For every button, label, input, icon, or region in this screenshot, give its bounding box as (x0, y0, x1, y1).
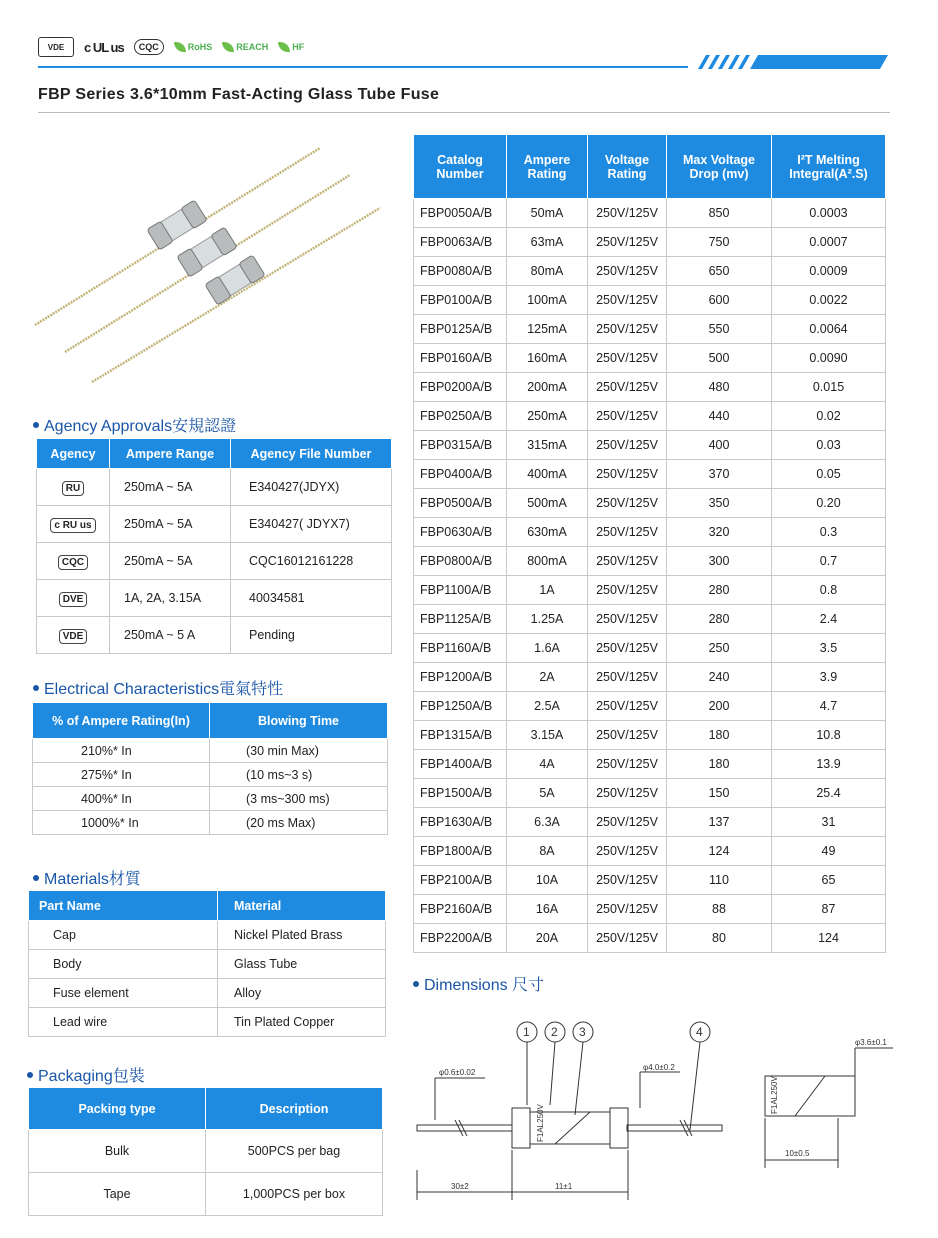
table-cell: 250V/125V (588, 692, 667, 721)
table-cell: FBP1315A/B (414, 721, 507, 750)
table-row (29, 950, 386, 979)
table-cell: 315mA (507, 431, 588, 460)
table-row (414, 344, 886, 373)
table-row (414, 866, 886, 895)
vde-icon: VDE (59, 629, 88, 644)
table-cell: Pending (231, 617, 392, 654)
table-cell: 250V/125V (588, 576, 667, 605)
table-cell: CQC16012161228 (231, 543, 392, 580)
column-header: Ampere Range (110, 439, 231, 469)
table-cell: 200mA (507, 373, 588, 402)
dimension-drawing (415, 1020, 895, 1210)
table-cell: 280 (667, 576, 772, 605)
table-cell: 137 (667, 808, 772, 837)
table-row (414, 750, 886, 779)
table-cell: 0.0064 (772, 315, 886, 344)
table-cell: 210%* In (33, 739, 210, 763)
table-row (414, 228, 886, 257)
table-cell: 240 (667, 663, 772, 692)
table-cell: 31 (772, 808, 886, 837)
table-cell: 0.0022 (772, 286, 886, 315)
table-cell: 275%* In (33, 763, 210, 787)
materials-table-body (29, 921, 386, 1037)
table-cell: 1.25A (507, 605, 588, 634)
table-row (414, 721, 886, 750)
table-cell: 800mA (507, 547, 588, 576)
table-cell: Fuse element (29, 979, 218, 1008)
table-row (414, 895, 886, 924)
table-cell: 1.6A (507, 634, 588, 663)
table-cell: 250mA ~ 5 A (110, 617, 231, 654)
table-cell: 3.15A (507, 721, 588, 750)
ul-logo: c UL us (84, 39, 124, 55)
table-row (33, 787, 388, 811)
electrical-heading: Electrical Characteristics電氣特性 (33, 676, 283, 699)
bullet-icon (33, 422, 39, 428)
table-cell: 630mA (507, 518, 588, 547)
table-cell: 0.05 (772, 460, 886, 489)
table-cell: FBP0400A/B (414, 460, 507, 489)
table-cell: 50mA (507, 199, 588, 228)
table-cell: 480 (667, 373, 772, 402)
table-cell: 88 (667, 895, 772, 924)
table-cell: 150 (667, 779, 772, 808)
column-header: Blowing Time (210, 703, 388, 739)
agency-table (36, 438, 392, 654)
table-cell: 0.0009 (772, 257, 886, 286)
header-stripe-bar (38, 55, 888, 69)
table-cell: 180 (667, 750, 772, 779)
leaf-icon (278, 42, 290, 52)
table-cell: 250V/125V (588, 199, 667, 228)
hf-logo: HF (278, 42, 304, 52)
agency-logo-cell (37, 617, 110, 654)
table-cell: Tape (29, 1173, 206, 1216)
table-cell: 0.02 (772, 402, 886, 431)
table-cell: 124 (772, 924, 886, 953)
table-cell: 180 (667, 721, 772, 750)
table-row (414, 431, 886, 460)
table-row (414, 460, 886, 489)
column-header: Material (218, 891, 386, 921)
page-title: FBP Series 3.6*10mm Fast-Acting Glass Tube Fuse (38, 86, 440, 103)
table-cell: 5A (507, 779, 588, 808)
table-cell: 8A (507, 837, 588, 866)
table-cell: FBP2100A/B (414, 866, 507, 895)
table-cell: FBP1100A/B (414, 576, 507, 605)
table-cell: 0.015 (772, 373, 886, 402)
table-cell: 550 (667, 315, 772, 344)
marking-text-side: F1AL250V (770, 1076, 779, 1114)
table-row (37, 506, 392, 543)
table-cell: FBP0100A/B (414, 286, 507, 315)
column-header: Ampere Rating (507, 135, 588, 199)
table-cell: 160mA (507, 344, 588, 373)
table-row (414, 286, 886, 315)
table-row (414, 402, 886, 431)
column-header: Packing type (29, 1088, 206, 1130)
table-cell: Bulk (29, 1130, 206, 1173)
table-cell: 40034581 (231, 580, 392, 617)
table-row (37, 543, 392, 580)
table-cell: Cap (29, 921, 218, 950)
table-cell: 4A (507, 750, 588, 779)
cqc-icon: CQC (58, 555, 88, 570)
column-header: Description (206, 1088, 383, 1130)
reach-logo: REACH (222, 42, 268, 52)
table-cell: 250V/125V (588, 895, 667, 924)
table-cell: 2A (507, 663, 588, 692)
table-cell: 125mA (507, 315, 588, 344)
bullet-icon (33, 875, 39, 881)
column-header: Part Name (29, 891, 218, 921)
callout-4: 4 (696, 1025, 703, 1039)
table-row (414, 663, 886, 692)
table-cell: FBP0160A/B (414, 344, 507, 373)
table-cell: 65 (772, 866, 886, 895)
table-row (414, 547, 886, 576)
callout-1: 1 (523, 1025, 530, 1039)
table-row (414, 634, 886, 663)
table-cell: 250V/125V (588, 286, 667, 315)
table-cell: E340427(JDYX) (231, 469, 392, 506)
table-cell: FBP0050A/B (414, 199, 507, 228)
table-cell: 500PCS per bag (206, 1130, 383, 1173)
table-cell: (10 ms~3 s) (210, 763, 388, 787)
table-row (29, 1130, 383, 1173)
table-cell: 250V/125V (588, 721, 667, 750)
table-cell: 1A (507, 576, 588, 605)
table-cell: 500mA (507, 489, 588, 518)
table-row (414, 373, 886, 402)
table-cell: 250mA ~ 5A (110, 506, 231, 543)
table-cell: (3 ms~300 ms) (210, 787, 388, 811)
lead-diameter-label: φ0.6±0.02 (439, 1068, 476, 1077)
table-cell: Alloy (218, 979, 386, 1008)
table-cell: 250mA (507, 402, 588, 431)
table-cell: 1000%* In (33, 811, 210, 835)
electrical-table-body (33, 739, 388, 835)
agency-table-body (37, 469, 392, 654)
rohs-logo: RoHS (174, 42, 213, 52)
table-cell: 49 (772, 837, 886, 866)
table-cell: FBP2160A/B (414, 895, 507, 924)
leaf-icon (174, 42, 186, 52)
table-cell: 1A, 2A, 3.15A (110, 580, 231, 617)
cqc-logo: CQC (134, 39, 164, 55)
table-cell: FBP1630A/B (414, 808, 507, 837)
table-cell: 3.9 (772, 663, 886, 692)
table-cell: 16A (507, 895, 588, 924)
table-cell: 750 (667, 228, 772, 257)
table-cell: 110 (667, 866, 772, 895)
table-cell: 600 (667, 286, 772, 315)
table-row (414, 518, 886, 547)
table-cell: 250V/125V (588, 924, 667, 953)
table-cell: 250V/125V (588, 808, 667, 837)
callout-2: 2 (551, 1025, 558, 1039)
table-cell: 500 (667, 344, 772, 373)
table-cell: 300 (667, 547, 772, 576)
table-cell: FBP1250A/B (414, 692, 507, 721)
table-row (414, 576, 886, 605)
table-cell: FBP1125A/B (414, 605, 507, 634)
table-cell: 13.9 (772, 750, 886, 779)
table-cell: 250V/125V (588, 518, 667, 547)
table-cell: Body (29, 950, 218, 979)
table-cell: 250V/125V (588, 402, 667, 431)
table-cell: 250V/125V (588, 257, 667, 286)
table-cell: 0.7 (772, 547, 886, 576)
marking-text: F1AL250V (536, 1104, 545, 1142)
table-cell: 10.8 (772, 721, 886, 750)
table-cell: FBP0800A/B (414, 547, 507, 576)
table-cell: 250mA ~ 5A (110, 543, 231, 580)
table-row (37, 617, 392, 654)
table-cell: 3.5 (772, 634, 886, 663)
table-row (414, 199, 886, 228)
table-cell: FBP0080A/B (414, 257, 507, 286)
table-row (29, 979, 386, 1008)
column-header: % of Ampere Rating(In) (33, 703, 210, 739)
packaging-table-body (29, 1130, 383, 1216)
table-cell: FBP0125A/B (414, 315, 507, 344)
table-cell: Glass Tube (218, 950, 386, 979)
table-cell: 0.3 (772, 518, 886, 547)
table-row (414, 489, 886, 518)
table-cell: Nickel Plated Brass (218, 921, 386, 950)
catalog-table (413, 134, 886, 953)
table-cell: 0.20 (772, 489, 886, 518)
table-row (29, 921, 386, 950)
table-cell: 250V/125V (588, 663, 667, 692)
table-row (414, 257, 886, 286)
side-length-label: 10±0.5 (785, 1149, 810, 1158)
table-cell: 124 (667, 837, 772, 866)
catalog-table-body (414, 199, 886, 953)
ul-recognized-icon: RU (62, 481, 84, 496)
table-cell: (30 min Max) (210, 739, 388, 763)
body-length-label: 11±1 (555, 1182, 573, 1191)
table-row (414, 924, 886, 953)
column-header: Agency File Number (231, 439, 392, 469)
agency-logo-cell (37, 580, 110, 617)
table-cell: 2.4 (772, 605, 886, 634)
materials-heading: Materials材質 (33, 866, 141, 889)
table-row (33, 763, 388, 787)
table-cell: FBP0200A/B (414, 373, 507, 402)
table-cell: FBP0063A/B (414, 228, 507, 257)
table-row (37, 580, 392, 617)
electrical-table (32, 702, 388, 835)
table-cell: FBP0250A/B (414, 402, 507, 431)
table-cell: 80mA (507, 257, 588, 286)
table-cell: 250V/125V (588, 837, 667, 866)
table-cell: 0.0090 (772, 344, 886, 373)
table-cell: 250V/125V (588, 750, 667, 779)
table-row (414, 605, 886, 634)
table-cell: 2.5A (507, 692, 588, 721)
table-cell: 400 (667, 431, 772, 460)
vde-logo: VDE (38, 37, 74, 57)
table-cell: 250V/125V (588, 315, 667, 344)
table-cell: 650 (667, 257, 772, 286)
table-cell: FBP2200A/B (414, 924, 507, 953)
dve-icon: DVE (59, 592, 88, 607)
table-cell: FBP0630A/B (414, 518, 507, 547)
table-cell: 87 (772, 895, 886, 924)
table-cell: 280 (667, 605, 772, 634)
table-cell: 250V/125V (588, 460, 667, 489)
dimensions-heading: Dimensions 尺寸 (413, 972, 544, 995)
column-header: Voltage Rating (588, 135, 667, 199)
table-cell: 250V/125V (588, 344, 667, 373)
table-row (414, 692, 886, 721)
table-cell: 10A (507, 866, 588, 895)
table-row (33, 811, 388, 835)
divider (38, 112, 890, 113)
table-cell: 350 (667, 489, 772, 518)
table-cell: FBP0315A/B (414, 431, 507, 460)
table-cell: 4.7 (772, 692, 886, 721)
table-cell: 0.8 (772, 576, 886, 605)
table-cell: 400%* In (33, 787, 210, 811)
table-cell: 320 (667, 518, 772, 547)
table-cell: 20A (507, 924, 588, 953)
table-cell: 250mA ~ 5A (110, 469, 231, 506)
callout-3: 3 (579, 1025, 586, 1039)
table-row (414, 808, 886, 837)
agency-logo-cell (37, 506, 110, 543)
table-cell: 250V/125V (588, 779, 667, 808)
table-cell: FBP1500A/B (414, 779, 507, 808)
table-cell: 250V/125V (588, 605, 667, 634)
cul-us-icon: c RU us (50, 518, 95, 533)
table-cell: (20 ms Max) (210, 811, 388, 835)
table-row (414, 315, 886, 344)
table-cell: 850 (667, 199, 772, 228)
table-cell: 250V/125V (588, 489, 667, 518)
column-header: Max Voltage Drop (mv) (667, 135, 772, 199)
table-cell: 250V/125V (588, 228, 667, 257)
table-row (29, 1008, 386, 1037)
table-cell: Tin Plated Copper (218, 1008, 386, 1037)
table-cell: 370 (667, 460, 772, 489)
table-cell: FBP1400A/B (414, 750, 507, 779)
table-cell: 0.0003 (772, 199, 886, 228)
table-row (37, 469, 392, 506)
table-cell: 250V/125V (588, 547, 667, 576)
table-cell: 250V/125V (588, 431, 667, 460)
table-cell: 80 (667, 924, 772, 953)
product-photo (30, 140, 390, 390)
table-cell: 100mA (507, 286, 588, 315)
table-cell: Lead wire (29, 1008, 218, 1037)
table-cell: E340427( JDYX7) (231, 506, 392, 543)
table-cell: FBP1160A/B (414, 634, 507, 663)
table-cell: 400mA (507, 460, 588, 489)
table-row (414, 837, 886, 866)
table-cell: 250V/125V (588, 634, 667, 663)
column-header: Agency (37, 439, 110, 469)
table-cell: 250V/125V (588, 866, 667, 895)
bullet-icon (27, 1072, 33, 1078)
lead-length-label: 30±2 (451, 1182, 469, 1191)
body-diameter-label: φ3.6±0.1 (855, 1038, 887, 1047)
table-cell: 6.3A (507, 808, 588, 837)
table-cell: 250 (667, 634, 772, 663)
agency-logo-cell (37, 543, 110, 580)
table-cell: 63mA (507, 228, 588, 257)
leaf-icon (222, 42, 234, 52)
materials-table (28, 890, 386, 1037)
table-cell: 200 (667, 692, 772, 721)
table-cell: 25.4 (772, 779, 886, 808)
packaging-table (28, 1087, 383, 1216)
packaging-heading: Packaging包裝 (27, 1063, 145, 1086)
table-cell: 440 (667, 402, 772, 431)
bullet-icon (33, 685, 39, 691)
table-cell: FBP1200A/B (414, 663, 507, 692)
table-row (29, 1173, 383, 1216)
cap-diameter-label: φ4.0±0.2 (643, 1063, 675, 1072)
table-cell: FBP0500A/B (414, 489, 507, 518)
agency-heading: Agency Approvals安規認證 (33, 413, 236, 436)
column-header: I²T Melting Integral(A².S) (772, 135, 886, 199)
table-cell: 250V/125V (588, 373, 667, 402)
table-cell: FBP1800A/B (414, 837, 507, 866)
table-cell: 1,000PCS per box (206, 1173, 383, 1216)
table-cell: 0.0007 (772, 228, 886, 257)
agency-logo-cell (37, 469, 110, 506)
table-row (414, 779, 886, 808)
column-header: Catalog Number (414, 135, 507, 199)
bullet-icon (413, 981, 419, 987)
table-cell: 0.03 (772, 431, 886, 460)
table-row (33, 739, 388, 763)
